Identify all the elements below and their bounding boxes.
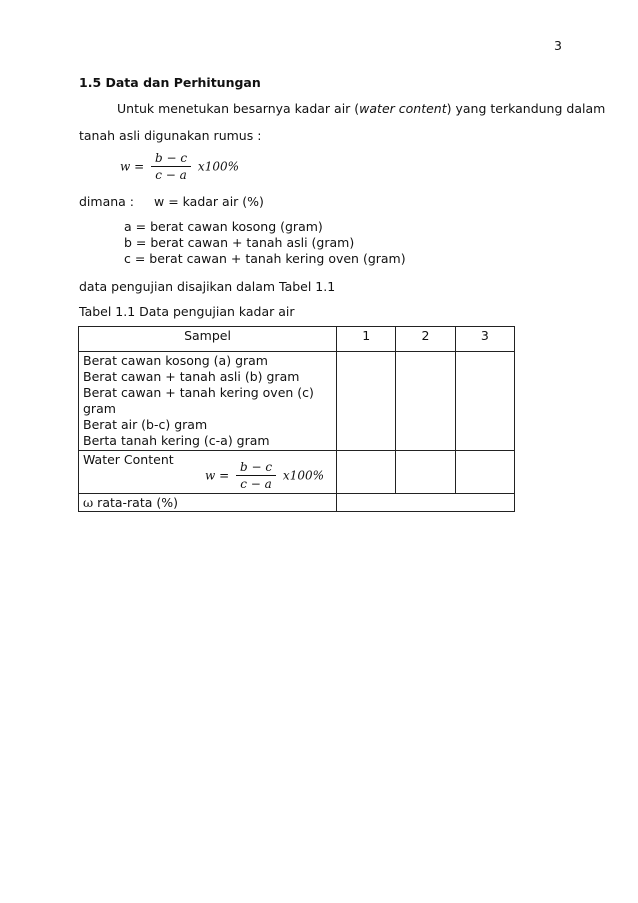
formula-fraction xyxy=(151,151,191,182)
formula-denominator: c − a xyxy=(155,168,187,182)
intro-italic-term: water content xyxy=(359,101,447,116)
where-w-definition: w = kadar air (%) xyxy=(154,194,264,209)
water-content-cell xyxy=(79,451,337,494)
omega-symbol: ω xyxy=(83,495,94,510)
row-label: Berat cawan + tanah asli (b) gram xyxy=(83,369,300,384)
formula-fraction xyxy=(236,460,276,491)
water-content-formula xyxy=(120,151,239,182)
table-row xyxy=(79,494,515,512)
where-label: dimana : xyxy=(79,194,135,209)
average-label-cell xyxy=(79,494,337,512)
formula-denominator: c − a xyxy=(240,477,272,491)
formula-lhs: w xyxy=(205,468,216,483)
row-label: Berta tanah kering (c-a) gram xyxy=(83,433,270,448)
header-sample-2: 2 xyxy=(396,327,455,352)
average-value-cell[interactable] xyxy=(337,494,515,512)
formula-numerator: b − c xyxy=(236,460,276,476)
table-intro: data pengujian disajikan dalam Tabel 1.1 xyxy=(79,279,336,294)
intro-prefix: Untuk menetukan besarnya kadar air ( xyxy=(117,101,360,116)
measurement-labels-cell xyxy=(79,352,337,451)
data-table xyxy=(78,326,515,512)
definition-a: a = berat cawan kosong (gram) xyxy=(124,219,323,234)
row-label: Berat cawan + tanah kering oven (c) gram xyxy=(83,385,314,416)
intro-line-2: tanah asli digunakan rumus : xyxy=(79,128,262,143)
table-row xyxy=(79,352,515,451)
water-content-label: Water Content xyxy=(83,452,174,467)
table-cell[interactable] xyxy=(396,352,455,451)
table-cell[interactable] xyxy=(337,352,396,451)
section-heading: 1.5 Data dan Perhitungan xyxy=(79,75,261,90)
header-sampel: Sampel xyxy=(79,327,337,352)
definition-b: b = berat cawan + tanah asli (gram) xyxy=(124,235,355,250)
table-cell[interactable] xyxy=(455,352,514,451)
formula-lhs: w xyxy=(120,159,131,174)
intro-line-1 xyxy=(117,101,605,116)
table-row xyxy=(79,451,515,494)
formula-equals: = xyxy=(219,468,230,483)
table-caption: Tabel 1.1 Data pengujian kadar air xyxy=(79,304,295,319)
row-label: Berat air (b-c) gram xyxy=(83,417,208,432)
row-label: Berat cawan kosong (a) gram xyxy=(83,353,268,368)
header-sample-1: 1 xyxy=(337,327,396,352)
table-cell[interactable] xyxy=(455,451,514,494)
average-label: rata-rata (%) xyxy=(93,495,179,510)
table-formula xyxy=(205,460,324,491)
formula-equals: = xyxy=(134,159,145,174)
page-number: 3 xyxy=(554,38,562,53)
formula-tail: x100% xyxy=(282,468,324,483)
formula-tail: x100% xyxy=(197,159,239,174)
definition-c: c = berat cawan + tanah kering oven (gram) xyxy=(124,251,406,266)
table-header-row xyxy=(79,327,515,352)
header-sample-3: 3 xyxy=(455,327,514,352)
intro-suffix: ) yang terkandung dalam xyxy=(446,101,606,116)
table-cell[interactable] xyxy=(337,451,396,494)
table-cell[interactable] xyxy=(396,451,455,494)
formula-numerator: b − c xyxy=(151,151,191,167)
